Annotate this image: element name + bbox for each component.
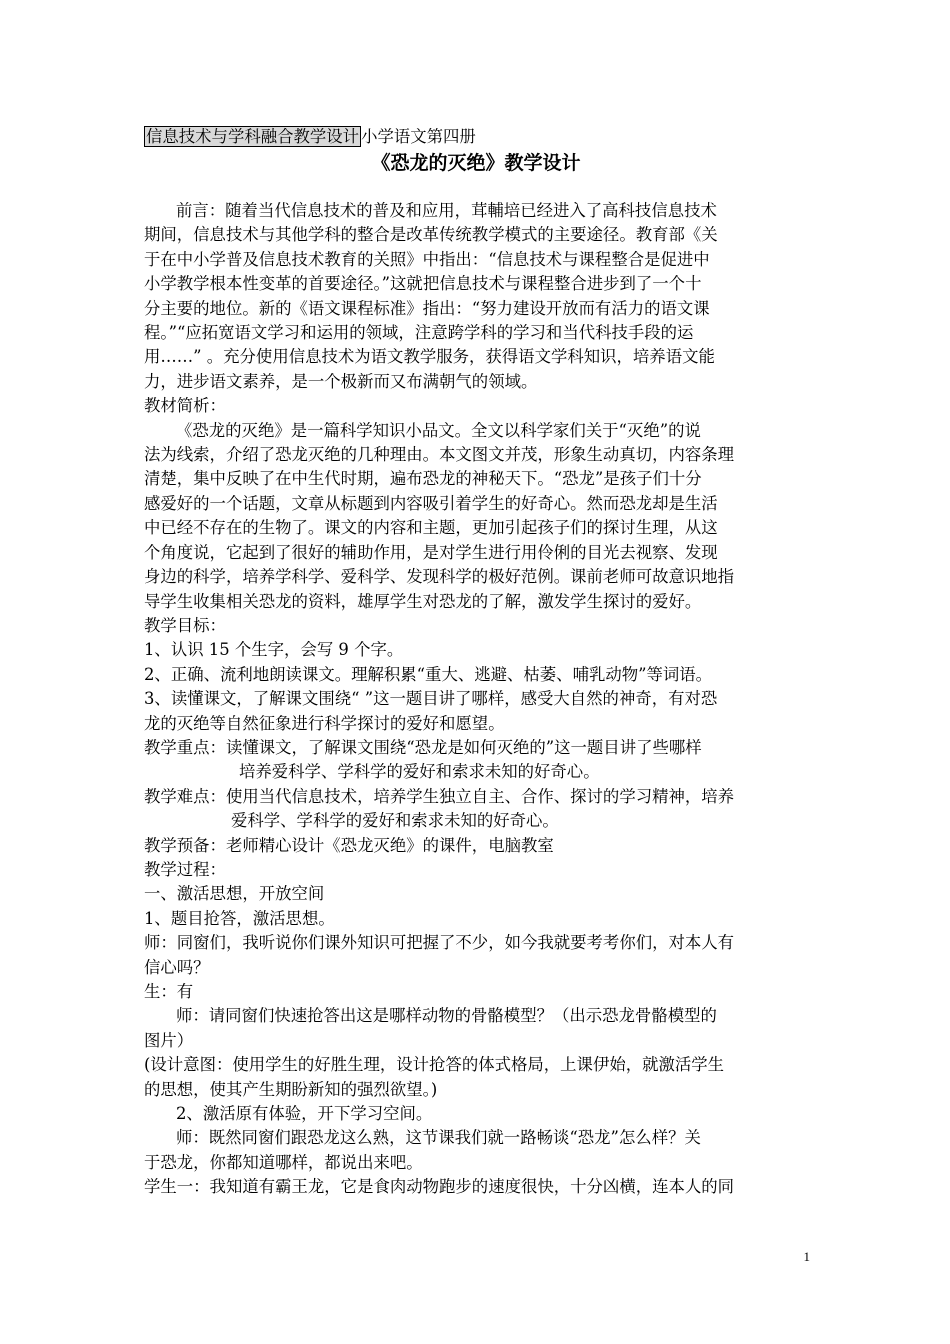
text-line: 教学目标： bbox=[144, 615, 226, 635]
text-line: 信心吗？ bbox=[144, 957, 210, 977]
body-text bbox=[144, 199, 808, 1200]
text-line: 于在中小学普及信息技术教育的关照》中指出：“信息技术与课程整合是促进中 bbox=[144, 249, 710, 269]
text-line: 感爱好的一个话题，文章从标题到内容吸引着学生的好奇心。然而恐龙却是生活 bbox=[144, 493, 718, 513]
text-line: 清楚，集中反映了在中生代时期，遍布恐龙的神秘天下。“恐龙”是孩子们十分 bbox=[144, 469, 702, 489]
text-line: 程。”“应拓宽语文学习和运用的领域，注意跨学科的学习和当代科技手段的运 bbox=[144, 323, 694, 343]
text-line: 教学重点：读懂课文，了解课文围绕“恐龙是如何灭绝的”这一题目讲了些哪样 bbox=[144, 737, 702, 757]
text-line: 3、读懂课文，了解课文围绕“ ”这一题目讲了哪样，感受大自然的神奇，有对恐 bbox=[144, 689, 718, 709]
text-line: 培养爱科学、学科学的爱好和索求未知的好奇心。 bbox=[239, 762, 600, 782]
text-line: 教学过程： bbox=[144, 859, 226, 879]
text-line: 教材简析： bbox=[144, 396, 226, 416]
text-line: 一、激活思想，开放空间 bbox=[144, 884, 325, 904]
text-line: 分主要的地位。新的《语文课程标准》指出：“努力建设开放而有活力的语文课 bbox=[144, 298, 710, 318]
text-line: 学生一：我知道有霸王龙，它是食肉动物跑步的速度很快，十分凶横，连本人的同 bbox=[144, 1177, 735, 1197]
text-line: 师：请同窗们快速抢答出这是哪样动物的骨骼模型？（出示恐龙骨骼模型的 bbox=[176, 1006, 717, 1026]
text-line: 龙的灭绝等自然征象进行科学探讨的爱好和愿望。 bbox=[144, 713, 505, 733]
text-line: 2、激活原有体验，开下学习空间。 bbox=[176, 1104, 433, 1124]
page-number: 1 bbox=[803, 1249, 810, 1264]
text-line: 1、题目抢答，激活思想。 bbox=[144, 908, 335, 928]
text-line: 用……” 。充分使用信息技术为语文教学服务，获得语文学科知识，培养语文能 bbox=[144, 347, 715, 367]
text-line: 于恐龙，你都知道哪样，都说出来吧。 bbox=[144, 1152, 423, 1172]
text-line: 《恐龙的灭绝》是一篇科学知识小品文。全文以科学家们关于“灭绝”的说 bbox=[176, 420, 701, 440]
text-line: 生：有 bbox=[144, 982, 194, 1001]
text-line: 师：同窗们，我听说你们课外知识可把握了不少，如今我就要考考你们，对本人有 bbox=[144, 933, 735, 953]
text-line: 1、认识 15 个生字，会写 9 个字。 bbox=[144, 640, 404, 660]
text-line: 个角度说，它起到了很好的辅助作用，是对学生进行用伶俐的目光去视察、发现 bbox=[144, 542, 718, 562]
text-line: 法为线索，介绍了恐龙灭绝的几种理由。本文图文并茂，形象生动真切，内容条理 bbox=[144, 445, 735, 465]
text-line: 期间，信息技术与其他学科的整合是改革传统教学模式的主要途径。教育部《关 bbox=[144, 225, 718, 245]
text-line: 身边的科学，培养学科学、爱科学、发现科学的极好范例。课前老师可故意识地指 bbox=[144, 567, 735, 587]
document-body bbox=[144, 125, 808, 1200]
text-line: 爱科学、学科学的爱好和索求未知的好奇心。 bbox=[231, 811, 559, 831]
text-line: 教学预备：老师精心设计《恐龙灭绝》的课件，电脑教室 bbox=[144, 835, 554, 855]
header-boxed-label: 信息技术与学科融合教学设计 bbox=[146, 127, 360, 146]
page-title: 《恐龙的灭绝》教学设计 bbox=[371, 152, 581, 174]
text-line: 图片） bbox=[144, 1030, 194, 1050]
text-line: 师：既然同窗们跟恐龙这么熟，这节课我们就一路畅谈“恐龙”怎么样？关 bbox=[176, 1128, 701, 1148]
text-line: 小学教学根本性变革的首要途径。”这就把信息技术与课程整合进步到了一个十 bbox=[144, 274, 702, 294]
header-subject: 小学语文第四册 bbox=[361, 127, 476, 146]
text-line: 2、正确、流利地朗读课文。理解积累“重大、逃避、枯萎、哺乳动物”等词语。 bbox=[144, 664, 713, 684]
text-line: 前言：随着当代信息技术的普及和应用，茸輔培已经进入了高科技信息技术 bbox=[176, 201, 717, 220]
text-line: (设计意图：使用学生的好胜生理，设计抢答的体式格局，上课伊始，就激活学生 bbox=[144, 1055, 725, 1075]
text-line: 导学生收集相关恐龙的资料，雄厚学生对恐龙的了解，激发学生探讨的爱好。 bbox=[144, 591, 702, 611]
text-line: 的思想，使其产生期盼新知的强烈欲望。) bbox=[144, 1079, 438, 1099]
text-line: 教学难点：使用当代信息技术，培养学生独立自主、合作、探讨的学习精神，培养 bbox=[144, 786, 735, 806]
text-line: 中已经不存在的生物了。课文的内容和主题，更加引起孩子们的探讨生理，从这 bbox=[144, 518, 718, 538]
running-header bbox=[144, 125, 808, 149]
text-line: 力，进步语文素养，是一个极新而又布满朝气的领域。 bbox=[144, 371, 538, 391]
